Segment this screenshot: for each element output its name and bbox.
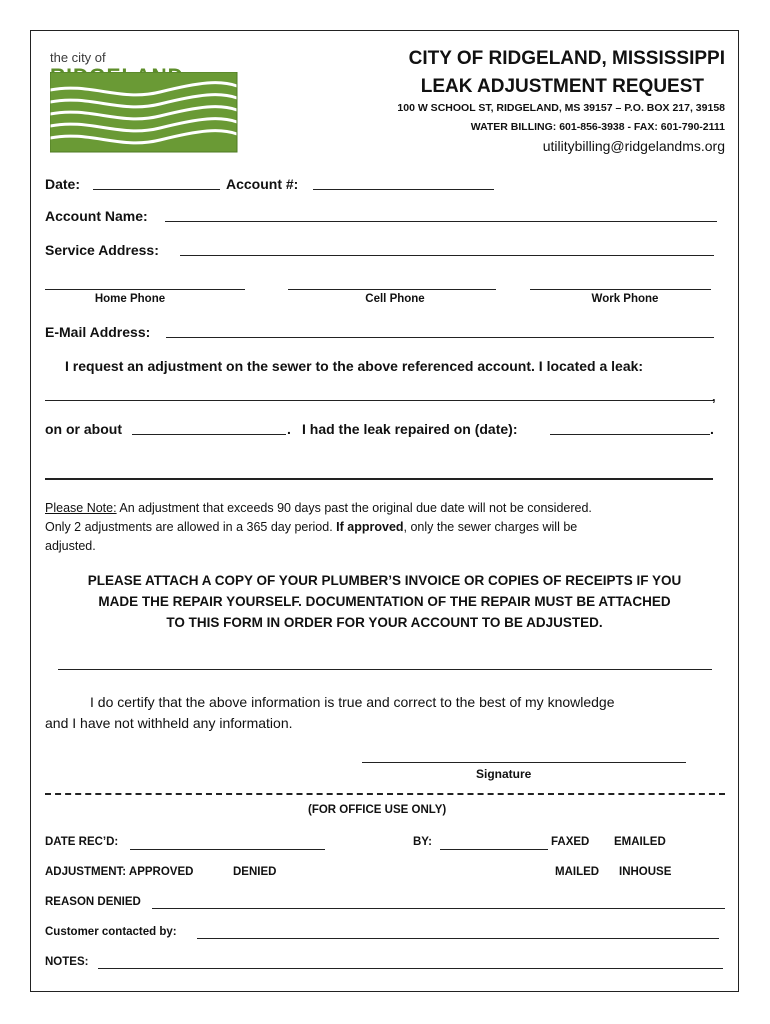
certify-line-1: I do certify that the above information is true and correct to the best of my knowledge [90,694,615,710]
notice-line-1: PLEASE ATTACH A COPY OF YOUR PLUMBER’S INVOICE OR COPIES OF RECEIPTS IF YOU [87,573,682,588]
email-line: utilitybilling@ridgelandms.org [542,138,725,154]
leak-description-field[interactable] [45,400,713,401]
faxed-label: FAXED [551,836,590,848]
service-address-label: Service Address: [45,242,159,258]
home-phone-label: Home Phone [94,293,166,305]
on-or-about-label: on or about [45,421,122,437]
notes-field[interactable] [98,968,723,969]
mailed-label: MAILED [555,866,600,878]
account-label: Account #: [226,176,299,192]
date-label: Date: [45,176,81,192]
request-text: I request an adjustment on the sewer to the above referenced account. I located a leak: [65,358,644,374]
cell-phone-field[interactable] [288,289,496,290]
account-field[interactable] [313,189,494,190]
inhouse-label: INHOUSE [619,866,672,878]
work-phone-field[interactable] [530,289,711,290]
note-label: Please Note: [45,501,117,515]
logo-waves-icon [50,72,240,154]
account-name-label: Account Name: [45,208,148,224]
separator-line-2 [58,669,712,670]
by-field[interactable] [440,849,548,850]
account-name-field[interactable] [165,221,717,222]
cell-phone-label: Cell Phone [365,293,425,305]
note-line-2: Only 2 adjustments are allowed in a 365 day period. If approved, only the sewer charges will be [45,520,578,534]
notice-line-2: MADE THE REPAIR YOURSELF. DOCUMENTATION OF THE REPAIR MUST BE ATTACHED [98,594,671,609]
emailed-label: EMAILED [614,836,666,848]
reason-denied-label: REASON DENIED [45,896,141,908]
customer-contacted-field[interactable] [197,938,719,939]
leak-date-field[interactable] [132,434,286,435]
repaired-label: I had the leak repaired on (date): [302,421,518,437]
address-line: 100 W SCHOOL ST, RIDGELAND, MS 39157 – P.O. BOX 217, 39158 [397,102,725,114]
notice-line-3: TO THIS FORM IN ORDER FOR YOUR ACCOUNT TO BE ADJUSTED. [166,615,603,630]
notes-label: NOTES: [45,956,89,968]
service-address-field[interactable] [180,255,714,256]
reason-denied-field[interactable] [152,908,725,909]
date-field[interactable] [93,189,220,190]
page-title: CITY OF RIDGELAND, MISSISSIPPI [408,48,725,69]
phone-line: WATER BILLING: 601-856-3938 - FAX: 601-790-2111 [470,121,725,133]
city-logo [50,50,240,150]
date-recd-label: DATE REC’D: [45,836,119,848]
date-recd-field[interactable] [130,849,325,850]
customer-contacted-label: Customer contacted by: [45,926,177,938]
note-line-1: Please Note: An adjustment that exceeds 90 days past the original due date will not be considered. [45,501,592,515]
dashed-divider [45,793,725,795]
by-label: BY: [413,836,432,848]
repair-date-field[interactable] [550,434,710,435]
home-phone-field[interactable] [45,289,245,290]
logo-prefix: the city of [50,50,106,65]
email-field[interactable] [166,337,714,338]
email-label: E-Mail Address: [45,324,151,340]
work-phone-label: Work Phone [591,293,659,305]
form-title: LEAK ADJUSTMENT REQUEST [420,76,704,97]
office-heading: (FOR OFFICE USE ONLY) [308,804,447,816]
denied-label: DENIED [233,866,277,878]
note-line-3: adjusted. [45,539,96,553]
signature-field[interactable] [362,762,686,763]
adjustment-approved-label: ADJUSTMENT: APPROVED [45,866,194,878]
signature-label: Signature [476,767,532,781]
certify-line-2: and I have not withheld any information. [45,715,293,731]
separator-line [45,478,713,480]
